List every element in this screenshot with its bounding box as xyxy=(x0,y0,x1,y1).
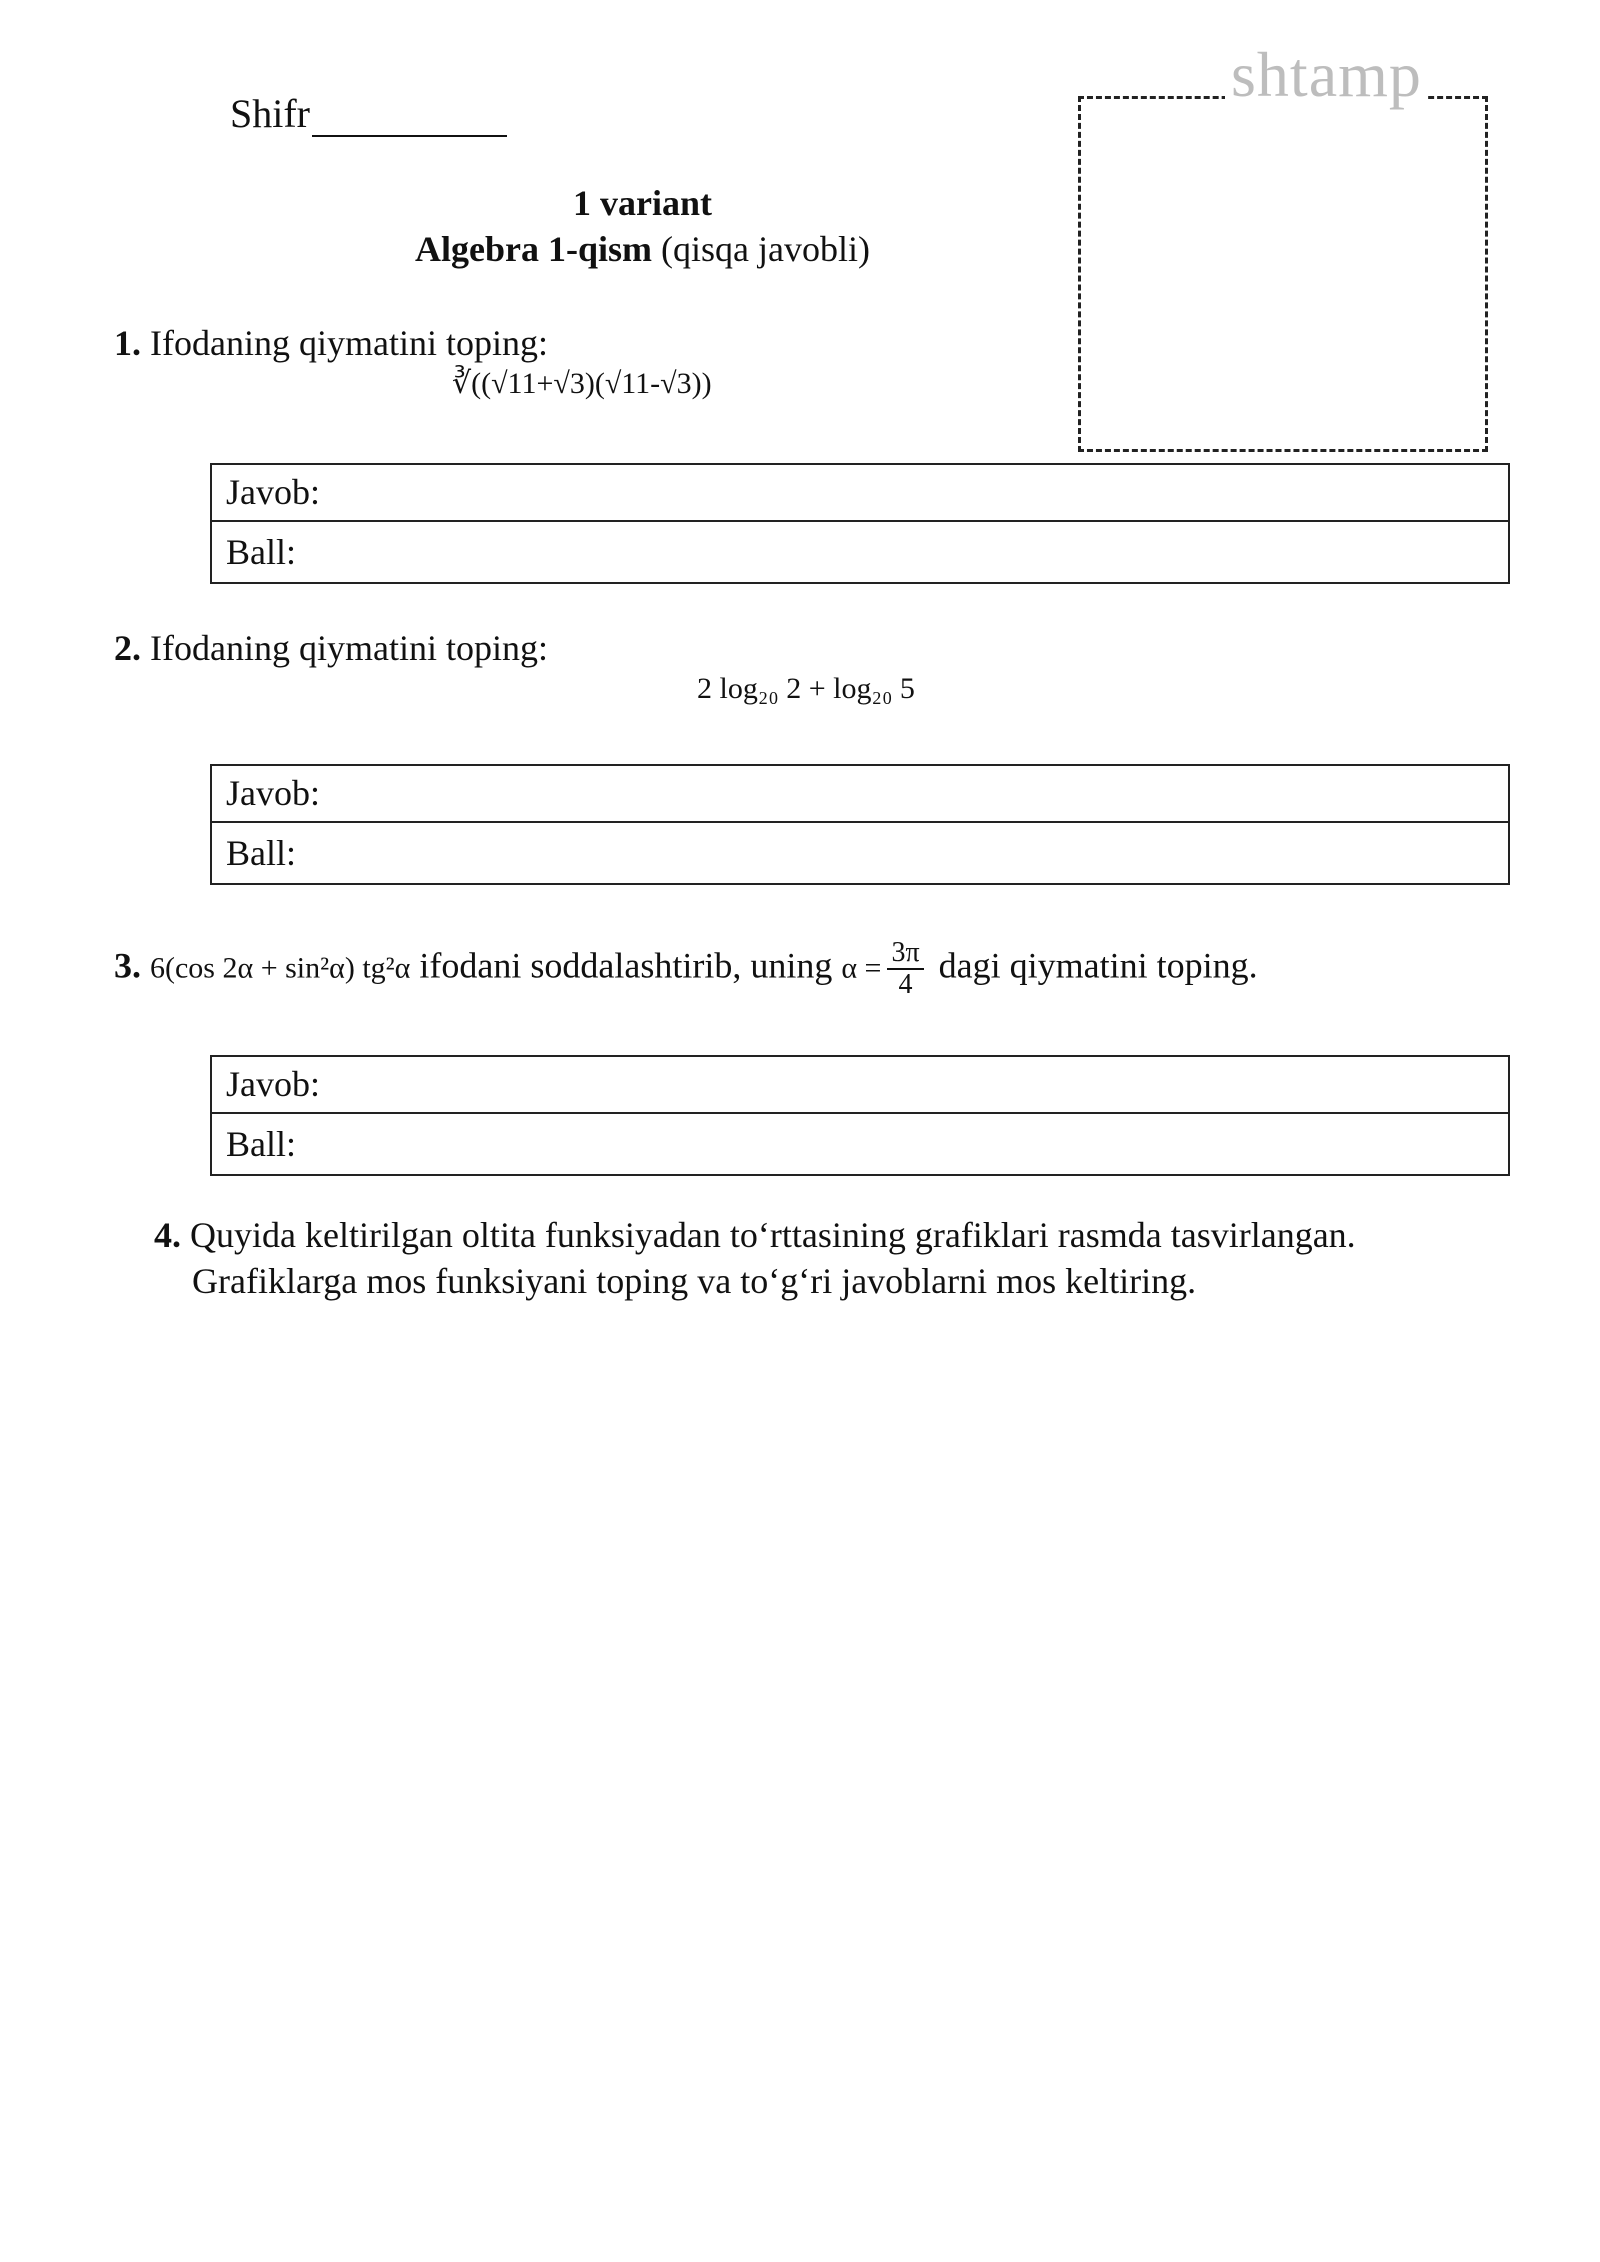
alpha-equals: α = xyxy=(841,951,882,985)
question-4 xyxy=(154,1212,1489,1304)
question-number: 3. xyxy=(114,945,141,986)
question-text: Ifodaning qiymatini toping: xyxy=(150,323,548,363)
cipher-field xyxy=(230,90,507,137)
score-field[interactable]: Ball: xyxy=(212,821,1508,883)
question-3 xyxy=(114,938,1258,1000)
score-field[interactable]: Ball: xyxy=(212,1112,1508,1174)
score-field[interactable]: Ball: xyxy=(212,520,1508,582)
answer-field[interactable]: Javob: xyxy=(226,1064,320,1104)
question-2 xyxy=(114,627,548,669)
fraction-numerator: 3π xyxy=(887,938,923,970)
question-text-line2: Grafiklarga mos funksiyani toping va to‘g‘ri javoblarni mos keltiring. xyxy=(192,1261,1197,1301)
question-1-formula: ∛((√11+√3)(√11-√3)) xyxy=(452,367,712,400)
stamp-label: shtamp xyxy=(1225,40,1428,110)
question-1 xyxy=(114,322,548,364)
question-text-end: dagi qiymatini toping. xyxy=(938,945,1258,986)
section-title-note: (qisqa javobli) xyxy=(661,229,870,269)
answer-field[interactable]: Javob: xyxy=(226,472,320,512)
question-number: 1. xyxy=(114,323,141,363)
answer-table-2 xyxy=(210,764,1510,885)
stamp-box xyxy=(1078,96,1488,452)
question-3-formula: 6(cos 2α + sin²α) tg²α xyxy=(150,951,411,985)
answer-field[interactable]: Javob: xyxy=(226,773,320,813)
question-number: 4. xyxy=(154,1215,181,1255)
variant-title: 1 variant xyxy=(573,183,712,223)
answer-table-3 xyxy=(210,1055,1510,1176)
section-subtitle xyxy=(0,228,1285,270)
alpha-fraction xyxy=(887,938,923,1000)
section-title-bold: Algebra 1-qism xyxy=(415,229,653,269)
cipher-blank-line[interactable] xyxy=(312,99,507,137)
question-text: Ifodaning qiymatini toping: xyxy=(150,628,548,668)
answer-table-1 xyxy=(210,463,1510,584)
question-2-formula: 2 log₂₀ 2 + log₂₀ 5 xyxy=(697,672,915,705)
cipher-label: Shifr xyxy=(230,91,310,136)
question-number: 2. xyxy=(114,628,141,668)
question-text-line1: Quyida keltirilgan oltita funksiyadan to‘rttasining grafiklari rasmda tasvirlangan. xyxy=(190,1215,1356,1255)
question-text: ifodani soddalashtirib, uning xyxy=(419,945,833,986)
fraction-denominator: 4 xyxy=(898,969,913,1000)
